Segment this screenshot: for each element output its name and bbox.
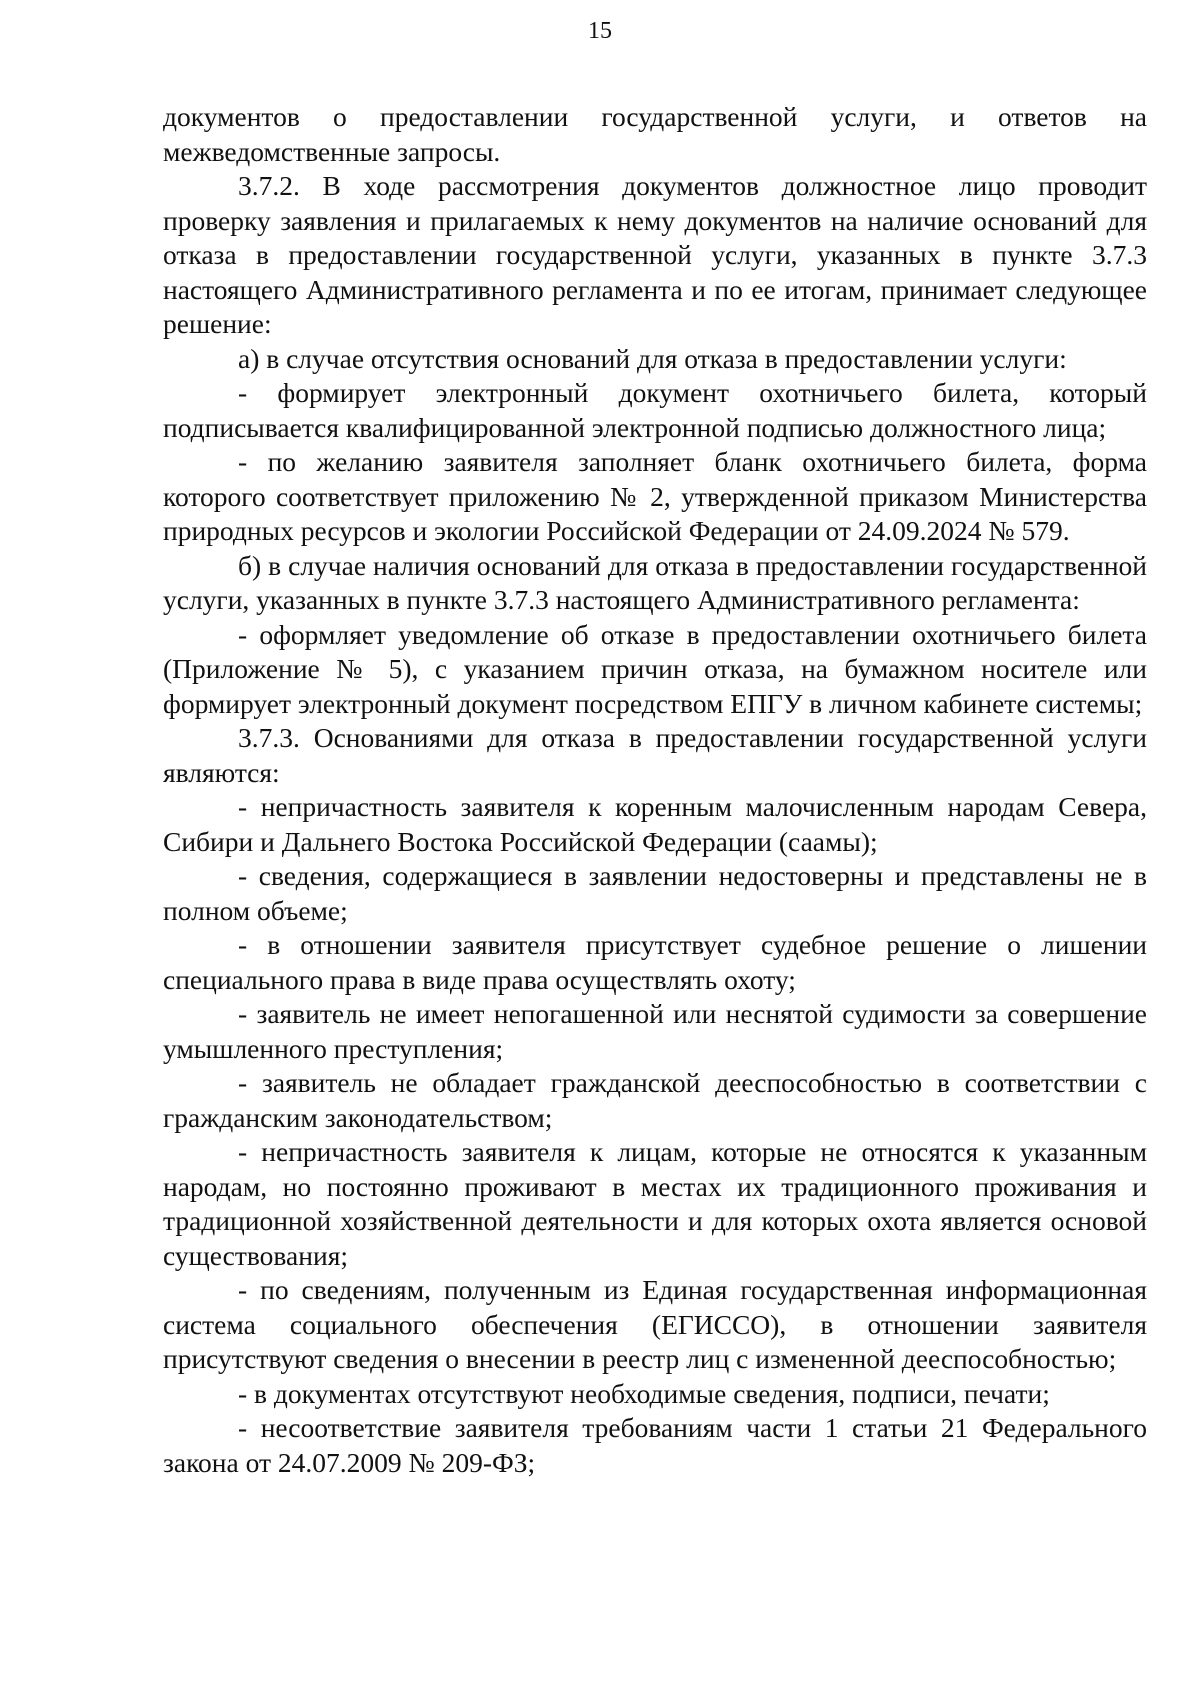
paragraph-case-b: б) в случае наличия оснований для отказа в предоставлении государственной услуги, указанных в пункте 3.7.3 настоящего Административного регламента: (163, 549, 1147, 615)
paragraph-case-a: а) в случае отсутствия оснований для отказа в предоставлении услуги: (238, 342, 1067, 374)
page-number: 15 (588, 18, 612, 44)
list-item: - сведения, содержащиеся в заявлении недостоверны и представлены не в полном объеме; (163, 860, 1147, 926)
list-item: - непричастность заявителя к коренным малочисленным народам Севера, Сибири и Дальнего Востока Российской Федерации (саамы); (163, 791, 1147, 857)
list-item: - непричастность заявителя к лицам, которые не относятся к указанным народам, но постоянно проживают в местах их традиционного проживания и традиционной хозяйственной деятельности и для которых охота является основой существования; (163, 1136, 1147, 1271)
list-item: - по сведениям, полученным из Единая государственная информационная система социального обеспечения (ЕГИССО), в отношении заявителя присутствуют сведения о внесении в реестр лиц с измененной дееспособностью; (163, 1274, 1147, 1374)
list-item: - заявитель не имеет непогашенной или неснятой судимости за совершение умышленного преступления; (163, 998, 1147, 1064)
list-item: - в документах отсутствуют необходимые сведения, подписи, печати; (238, 1377, 1050, 1409)
document-body (163, 100, 1147, 1480)
list-item: - заявитель не обладает гражданской дееспособностью в соответствии с гражданским законодательством; (163, 1067, 1147, 1133)
list-item: - в отношении заявителя присутствует судебное решение о лишении специального права в виде права осуществлять охоту; (163, 929, 1147, 995)
list-item: - оформляет уведомление об отказе в предоставлении охотничьего билета (Приложение № 5), с указанием причин отказа, на бумажном носителе или формирует электронный документ посредством ЕПГУ в личном кабинете системы; (163, 618, 1147, 719)
paragraph-continuation: документов о предоставлении государственной услуги, и ответов на межведомственные запросы. (163, 101, 1147, 167)
list-item: - формирует электронный документ охотничьего билета, который подписывается квалифицированной электронной подписью должностного лица; (163, 377, 1147, 443)
paragraph-3-7-2: 3.7.2. В ходе рассмотрения документов должностное лицо проводит проверку заявления и прилагаемых к нему документов на наличие оснований для отказа в предоставлении государственной услуги, указанных в пункте 3.7.3 настоящего Административного регламента и по ее итогам, принимает следующее решение: (163, 170, 1147, 339)
list-item: - по желанию заявителя заполняет бланк охотничьего билета, форма которого соответствует приложению № 2, утвержденной приказом Министерства природных ресурсов и экологии Российской Федерации от 24.09.2024 № 579. (163, 446, 1147, 546)
paragraph-3-7-3: 3.7.3. Основаниями для отказа в предоставлении государственной услуги являются: (163, 722, 1147, 788)
list-item: - несоответствие заявителя требованиям части 1 статьи 21 Федерального закона от 24.07.2009 № 209-ФЗ; (163, 1412, 1147, 1478)
